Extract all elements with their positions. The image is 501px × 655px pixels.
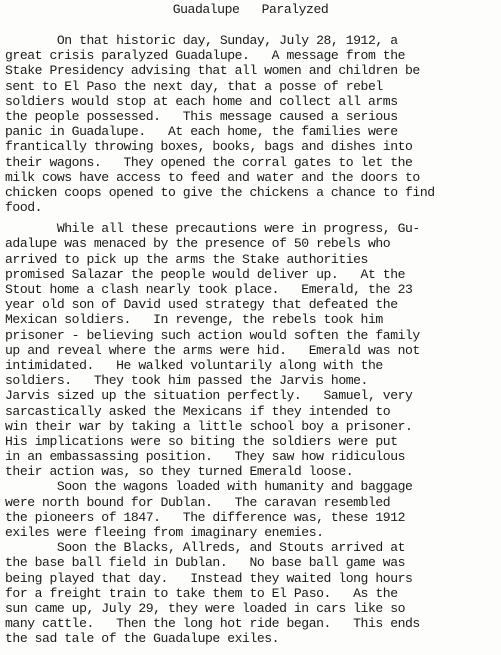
- document-body: [5, 33, 499, 647]
- text-line: many cattle. Then the long hot ride began. This ends: [5, 616, 420, 632]
- paragraph-1: [5, 33, 499, 215]
- text-line: being played that day. Instead they waited long hours: [5, 570, 413, 586]
- text-line: Jarvis sized up the situation perfectly. Samuel, very: [5, 388, 413, 404]
- text-line: their action was, so they turned Emerald loose.: [5, 464, 354, 480]
- text-line: their wagons. They opened the corral gates to let the: [5, 154, 413, 170]
- text-line: While all these precautions were in progress, Gu-: [5, 221, 420, 237]
- text-line: sun came up, July 29, they were loaded in cars like so: [5, 600, 406, 616]
- paragraph-4: [5, 540, 499, 646]
- text-line: promised Salazar the people would deliver up. At the: [5, 266, 406, 282]
- text-line: Soon the wagons loaded with humanity and baggage: [5, 479, 413, 495]
- paragraph-2: [5, 221, 499, 479]
- text-line: chicken coops opened to give the chickens a chance to find: [5, 184, 435, 200]
- text-line: His implications were so biting the soldiers were put: [5, 433, 398, 449]
- text-line: up and reveal where the arms were hid. Emerald was not: [5, 342, 420, 358]
- text-line: exiles were fleeing from imaginary enemies.: [5, 525, 324, 540]
- text-line: intimidated. He walked voluntarily along with the: [5, 357, 383, 373]
- text-line: soldiers would stop at each home and collect all arms: [5, 93, 398, 109]
- text-line: prisoner - believing such action would soften the family: [5, 327, 420, 343]
- text-line: sent to El Paso the next day, that a posse of rebel: [5, 78, 383, 94]
- text-line: for a freight train to take them to El Paso. As the: [5, 585, 398, 601]
- text-line: Stake Presidency advising that all women and children be: [5, 63, 420, 79]
- paragraph-3: [5, 479, 499, 540]
- page-title: Guadalupe Paralyzed: [172, 2, 329, 17]
- text-line: panic in Guadalupe. At each home, the families were: [5, 124, 398, 140]
- text-line: sarcastically asked the Mexicans if they intended to: [5, 403, 391, 419]
- text-line: food.: [5, 200, 43, 216]
- text-line: the pioneers of 1847. The difference was, these 1912: [5, 509, 406, 525]
- text-line: Soon the Blacks, Allreds, and Stouts arrived at: [5, 540, 406, 556]
- text-line: Mexican soldiers. In revenge, the rebels took him: [5, 312, 383, 328]
- text-line: year old son of David used strategy that defeated the: [5, 297, 398, 313]
- text-line: milk cows have access to feed and water and the doors to: [5, 169, 420, 185]
- text-line: Stout home a clash nearly took place. Emerald, the 23: [5, 282, 413, 297]
- text-line: soldiers. They took him passed the Jarvis home.: [5, 373, 368, 389]
- text-line: adalupe was menaced by the presence of 50 rebels who: [5, 236, 391, 252]
- text-line: the sad tale of the Guadalupe exiles.: [5, 631, 280, 647]
- text-line: arrived to pick up the arms the Stake authorities: [5, 251, 368, 267]
- text-line: On that historic day, Sunday, July 28, 1912, a: [5, 33, 398, 48]
- text-line: frantically throwing boxes, books, bags and dishes into: [5, 139, 413, 155]
- text-line: were north bound for Dublan. The caravan resembled: [5, 494, 391, 510]
- text-line: the base ball field in Dublan. No base ball game was: [5, 555, 406, 571]
- text-line: great crisis paralyzed Guadalupe. A message from the: [5, 48, 406, 64]
- text-line: in an embassassing position. They saw how ridiculous: [5, 449, 406, 465]
- text-line: the people possessed. This message caused a serious: [5, 108, 398, 124]
- text-line: win their war by taking a little school boy a prisoner.: [5, 418, 413, 434]
